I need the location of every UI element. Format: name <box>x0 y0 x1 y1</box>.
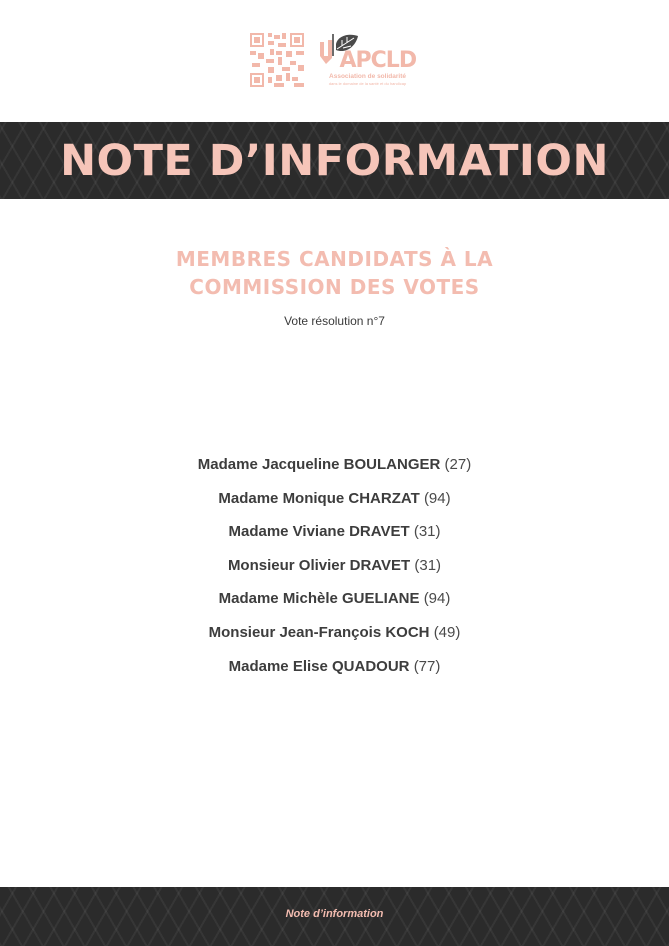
member-department: (31) <box>413 523 441 541</box>
members-list <box>0 454 669 689</box>
brand-name: APCLD <box>339 48 417 73</box>
list-item <box>0 588 669 622</box>
header-logos <box>0 30 669 90</box>
section-title-line-1: MEMBRES CANDIDATS À LA <box>175 247 494 271</box>
member-department: (27) <box>444 456 472 473</box>
member-name: Madame Monique CHARZAT <box>218 489 420 507</box>
title-banner <box>0 122 669 199</box>
member-name: Madame Elise QUADOUR <box>228 657 410 675</box>
member-department: (94) <box>423 489 451 507</box>
brand-tagline: Association de solidarité <box>329 73 406 80</box>
list-item <box>0 622 669 656</box>
list-item <box>0 488 669 522</box>
brand-subline: dans le domaine de la santé et du handicap <box>328 81 407 86</box>
member-department: (94) <box>423 590 451 608</box>
apcld-logo <box>316 32 420 88</box>
list-item <box>0 656 669 690</box>
footer-bar <box>0 887 669 946</box>
member-name: Monsieur Olivier DRAVET <box>227 556 411 574</box>
member-name: Monsieur Jean-François KOCH <box>208 623 430 641</box>
qr-code-icon <box>250 33 304 87</box>
list-item <box>0 521 669 555</box>
member-name: Madame Michèle GUELIANE <box>218 590 420 608</box>
section-title <box>0 245 669 301</box>
member-department: (49) <box>433 623 461 641</box>
list-item <box>0 555 669 589</box>
list-item <box>0 454 669 488</box>
section-title-line-2: COMMISSION DES VOTES <box>189 275 480 299</box>
footer-label: Note d’information <box>285 908 384 920</box>
member-department: (77) <box>413 657 441 675</box>
vote-resolution-subtitle: Vote résolution n°7 <box>284 314 385 328</box>
member-name: Madame Viviane DRAVET <box>228 523 410 541</box>
banner-title: NOTE D’INFORMATION <box>60 135 609 186</box>
member-name: Madame Jacqueline BOULANGER <box>197 456 441 473</box>
member-department: (31) <box>414 556 442 574</box>
